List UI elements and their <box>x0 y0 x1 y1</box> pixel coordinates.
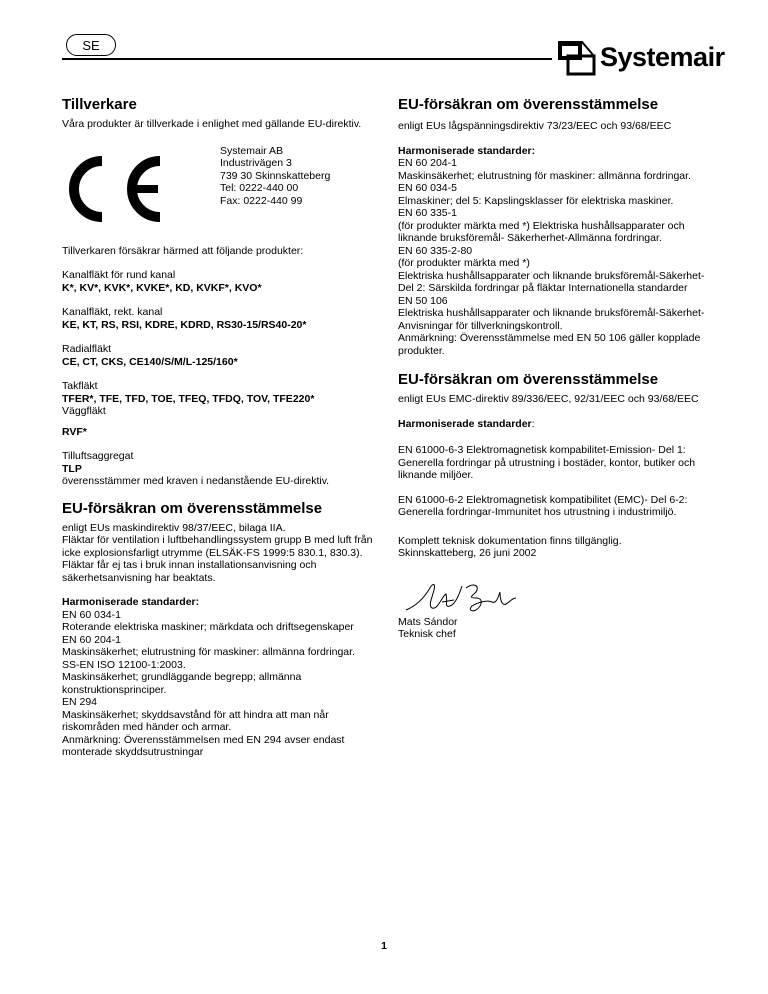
product-group-5 <box>62 426 374 439</box>
right-column <box>398 96 710 641</box>
standards-list: EN 60 034-1 Roterande elektriska maskiner; märkdata och driftsegenskaper EN 60 204-1 Maskinsäkerhet; elutrustning för maskiner: allmänna fordringar. SS-EN ISO 12100-1:2003. Maskinsäkerhet; grundläggande begrepp; allmänna konstruktionsprinciper. EN 294 Maskinsäkerhet; skyddsavstånd för att hindra att man når riskområden med händer och armar. Anmärkning: Överensstämmelsen med EN 294 avser endast monterade skyddsutrustningar <box>62 608 355 758</box>
product-label: Tilluftsaggregat <box>62 450 134 462</box>
emc-standards-heading: Harmoniserade standarder: <box>398 417 535 430</box>
eu-machinery-heading: EU-försäkran om överensstämmelse <box>62 499 323 517</box>
product-label: Kanalfläkt, rekt. kanal <box>62 306 163 318</box>
product-label: Takfläkt <box>62 380 98 392</box>
left-column <box>62 96 374 759</box>
ce-and-address <box>62 145 374 235</box>
product-models: RVF* <box>62 425 87 438</box>
eu-machinery-text: enligt EUs maskindirektiv 98/37/EEC, bilaga IIA. Fläktar för ventilation i luftbehandlingssystem grupp B med luft från icke explosionsfarligt utrymme (ELSÄK-FS 1999:5 830.1, 830.3). Fläktar får ej tas i bruk innan installationsanvisning och säkerhetsanvisning har beaktats. <box>62 521 373 584</box>
emc-standard-2: EN 61000-6-2 Elektromagnetisk kompatibilitet (EMC)- Del 6-2: Generella fordringar-Immunitet hos utrustning i industrimiljö. <box>398 493 688 518</box>
eu-emc-heading: EU-försäkran om överensstämmelse <box>398 371 659 388</box>
ce-mark-icon <box>62 153 182 225</box>
eu-lowvoltage-heading: EU-försäkran om överensstämmelse <box>398 96 659 113</box>
product-models: KE, KT, RS, RSI, KDRE, KDRD, RS30-15/RS40-20* <box>62 318 307 331</box>
header-rule <box>62 58 552 60</box>
product-group-2 <box>62 306 374 331</box>
standards-list: EN 60 204-1 Maskinsäkerhet; elutrustning för maskiner: allmänna fordringar. EN 60 034-5 Elmaskiner; del 5: Kapslingsklasser för elektriska maskiner. EN 60 335-1 (för produkter märkta med *) Elektriska hushållsapparater och liknande bruksföremål- Säkerherhet-Allmänna fordringar. EN 60 335-2-80 (för produkter märkta med *) Elektriska hushållsapparater och liknande bruksföremål-Säkerhet-Del 2: Särskilda fordringar på fläktar Internationella standarder EN 50 106 Elektriska hushållsapparater och liknande bruksföremål-Säkerhet-Anvisningar för tillverkningskontroll. Anmärkning: Överensstämmelse med EN 50 106 gäller kopplade produkter. <box>398 157 705 357</box>
product-group-6 <box>62 450 374 488</box>
product-label: Väggfläkt <box>62 405 106 417</box>
signature-image <box>402 576 522 616</box>
product-group-4 <box>62 380 374 418</box>
standards-heading: Harmoniserade standarder: <box>62 596 200 608</box>
manufacturer-heading: Tillverkare <box>62 96 137 113</box>
product-models: CE, CT, CKS, CE140/S/M/L-125/160* <box>62 355 238 368</box>
brand-name: Systemair <box>600 41 725 72</box>
product-models: TLP <box>62 462 82 475</box>
systemair-logo <box>556 38 725 76</box>
product-label: Kanalfläkt för rund kanal <box>62 269 176 281</box>
eu-emc-text: enligt EUs EMC-direktiv 89/336/EEC, 92/31/EEC och 93/68/EEC <box>398 393 699 405</box>
product-group-1 <box>62 269 374 294</box>
product-models: TFER*, TFE, TFD, TOE, TFEQ, TFDQ, TOV, TFE220* <box>62 392 315 405</box>
product-label: Radialfläkt <box>62 343 112 355</box>
language-badge: SE <box>66 34 116 56</box>
product-models: K*, KV*, KVK*, KVKE*, KD, KVKF*, KVO* <box>62 281 262 294</box>
signer-title: Teknisk chef <box>398 628 456 640</box>
manufacturer-address: Systemair AB Industrivägen 3 739 30 Skinnskatteberg Tel: 0222-440 00 Fax: 0222-440 99 <box>220 144 331 207</box>
signer-name: Mats Sándor <box>398 615 458 628</box>
conformity-text: överensstämmer med kraven i nedanstående EU-direktiv. <box>62 475 330 487</box>
declaration-text: Tillverkaren försäkrar härmed att följande produkter: <box>62 244 304 257</box>
closing-text: Komplett teknisk dokumentation finns tillgänglig. Skinnskatteberg, 26 juni 2002 <box>398 534 622 559</box>
eu-lowvoltage-text: enligt EUs lågspänningsdirektiv 73/23/EEC och 93/68/EEC <box>398 120 672 132</box>
systemair-logo-icon <box>556 38 598 76</box>
emc-standard-1: EN 61000-6-3 Elektromagnetisk kompabilitet-Emission- Del 1: Generella fordringar på utrustning i bostäder, kontor, butiker och liknande miljöer. <box>398 444 696 481</box>
intro-text: Våra produkter är tillverkade i enlighet med gällande EU-direktiv. <box>62 118 362 130</box>
product-group-3 <box>62 343 374 368</box>
standards-heading: Harmoniserade standarder: <box>398 144 536 157</box>
page-number: 1 <box>381 940 387 952</box>
